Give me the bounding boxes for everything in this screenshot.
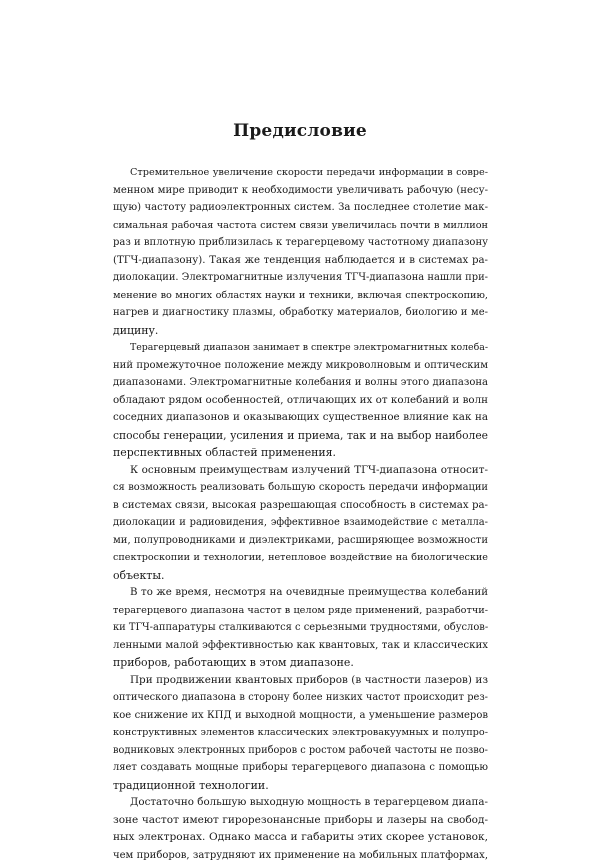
paragraph	[113, 339, 488, 462]
text-line: К основным преимуществам излучений ТГЧ-диапазона относит-	[113, 462, 488, 480]
text-line: зоне частот имеют гирорезонансные приборы и лазеры на свобод-	[113, 812, 488, 830]
text-line: ленными малой эффективностью как квантовых, так и классических	[113, 637, 488, 655]
paragraph	[113, 462, 488, 585]
body-text	[113, 164, 488, 864]
text-line: ных электронах. Однако масса и габариты этих скорее установок,	[113, 829, 488, 847]
text-line: менение во многих областях науки и техники, включая спектроскопию,	[113, 287, 488, 305]
text-line: раз и вплотную приблизилась к терагерцевому частотному диапазону	[113, 234, 488, 252]
text-line: дицину.	[113, 322, 488, 340]
text-line: щую) частоту радиоэлектронных систем. За последнее столетие мак-	[113, 199, 488, 217]
text-line: Стремительное увеличение скорости передачи информации в совре-	[113, 164, 488, 182]
text-line: водниковых электронных приборов с ростом рабочей частоты не позво-	[113, 742, 488, 760]
text-line: способы генерации, усиления и приема, так и на выбор наиболее	[113, 427, 488, 445]
text-line: Достаточно большую выходную мощность в терагерцевом диапа-	[113, 794, 488, 812]
text-line: В то же время, несмотря на очевидные преимущества колебаний	[113, 584, 488, 602]
paragraph	[113, 584, 488, 672]
text-line: диапазонами. Электромагнитные колебания и волны этого диапазона	[113, 374, 488, 392]
text-line: нагрев и диагностику плазмы, обработку материалов, биологию и ме-	[113, 304, 488, 322]
text-line: перспективных областей применения.	[113, 444, 488, 462]
text-line: диолокации и радиовидения, эффективное взаимодействие с металла-	[113, 514, 488, 532]
text-line: объекты.	[113, 567, 488, 585]
text-line: менном мире приводит к необходимости увеличивать рабочую (несу-	[113, 182, 488, 200]
text-line: диолокации. Электромагнитные излучения ТГЧ-диапазона нашли при-	[113, 269, 488, 287]
text-line: терагерцевого диапазона частот в целом ряде применений, разработчи-	[113, 602, 488, 620]
text-line: симальная рабочая частота систем связи увеличилась почти в миллион	[113, 217, 488, 235]
text-line: кое снижение их КПД и выходной мощности, а уменьшение размеров	[113, 707, 488, 725]
text-line: Терагерцевый диапазон занимает в спектре электромагнитных колеба-	[113, 339, 488, 357]
text-line: в системах связи, высокая разрешающая способность в системах ра-	[113, 497, 488, 515]
text-line: ми, полупроводниками и диэлектриками, расширяющее возможности	[113, 532, 488, 550]
page-title: Предисловие	[0, 121, 600, 141]
text-line: ляет создавать мощные приборы терагерцевого диапазона с помощью	[113, 759, 488, 777]
text-line: При продвижении квантовых приборов (в частности лазеров) из	[113, 672, 488, 690]
text-line: соседних диапазонов и оказывающих существенное влияние как на	[113, 409, 488, 427]
text-line: традиционной технологии.	[113, 777, 488, 795]
paragraph	[113, 794, 488, 864]
paragraph	[113, 672, 488, 795]
text-line: ся возможность реализовать большую скорость передачи информации	[113, 479, 488, 497]
text-line: обладают рядом особенностей, отличающих их от колебаний и волн	[113, 392, 488, 410]
text-line: конструктивных элементов классических электровакуумных и полупро-	[113, 724, 488, 742]
text-line: ний промежуточное положение между микроволновым и оптическим	[113, 357, 488, 375]
text-line: ки ТГЧ-аппаратуры сталкиваются с серьезными трудностями, обуслов-	[113, 619, 488, 637]
text-line: приборов, работающих в этом диапазоне.	[113, 654, 488, 672]
paragraph	[113, 164, 488, 339]
text-line: (ТГЧ-диапазону). Такая же тенденция наблюдается и в системах ра-	[113, 252, 488, 270]
text-line: спектроскопии и технологии, нетепловое воздействие на биологические	[113, 549, 488, 567]
text-line: оптического диапазона в сторону более низких частот происходит рез-	[113, 689, 488, 707]
text-line: чем приборов, затрудняют их применение на мобильных платформах,	[113, 847, 488, 864]
